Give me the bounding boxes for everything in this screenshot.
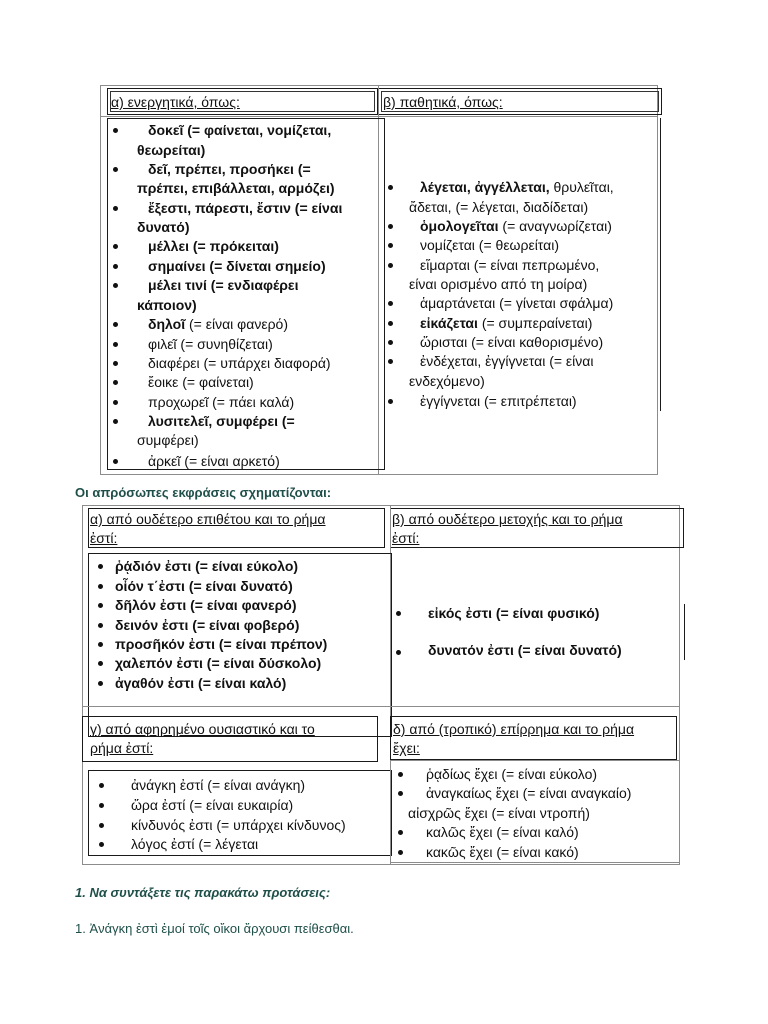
bullet-icon [98,661,103,666]
exercise-title: 1. Να συντάξετε τις παρακάτω προτάσεις: [75,885,331,900]
bullet-icon [113,206,118,211]
passive-header: β) παθητικά, όπως: [383,94,503,110]
meaning: (= αναγνωρίζεται) [498,218,612,234]
bullet-icon [396,650,401,655]
bullet-icon [398,850,403,855]
d-list-item: ἀναγκαίως ἔχει (= είναι αναγκαίο) [426,785,632,801]
bullet-icon [388,321,393,326]
a-list-item: δῆλόν ἐστι (= είναι φανερό) [115,597,297,613]
passive-item-line: ὥρισται (= είναι καθορισμένο) [420,334,604,350]
passive-item-line [420,177,614,197]
active-item-line: θεωρείται) [137,142,206,158]
bullet-icon [388,185,393,190]
c-list-item: λόγος ἐστί (= λέγεται [131,836,259,852]
active-item-line: φιλεῖ (= συνηθίζεται) [148,336,273,352]
meaning: (= συμπεραίνεται) [477,315,593,331]
bullet-icon [398,772,403,777]
passive-item-line: ενδεχόμενο) [409,373,485,389]
bullet-icon [388,263,393,268]
bullet-icon [99,803,104,808]
passive-item-line: ἐνδέχεται, ἐγγίγνεται (= είναι [420,353,594,369]
a-list-item: οἷόν τ΄ἐστι (= είναι δυνατό) [115,578,293,594]
bullet-icon [113,380,118,385]
active-item-line: κάποιον) [137,297,197,313]
active-item-line: ἔοικε (= φαίνεται) [148,374,254,390]
d-list-item: ῥᾳδίως ἔχει (= είναι εύκολο) [426,766,598,782]
a-header-line: ἐστί: [90,530,118,546]
bullet-icon [113,128,118,133]
d-list-item: αἰσχρῶς ἔχει (= είναι ντροπή) [408,805,590,821]
bullet-icon [99,823,104,828]
bullet-icon [388,301,393,306]
bullet-icon [113,459,118,464]
bullet-icon [99,842,104,847]
bullet-icon [113,342,118,347]
active-item-line: προχωρεῖ (= πάει καλά) [148,394,295,410]
active-item-line: ἔξεστι, πάρεστι, ἔστιν (= είναι [148,200,343,216]
bullet-icon [388,399,393,404]
exercise-sentence: 1. Ἀνάγκη ἐστὶ ἐμοί τοῖς οἴκοι ἄρχουσι πείθεσθαι. [75,921,354,936]
active-header: α) ενεργητικά, όπως: [111,94,240,110]
d-header-line: δ) από (τροπικό) επίρρημα και το ρήμα [393,721,635,737]
active-item-line: σημαίνει (= δίνεται σημείο) [148,258,326,274]
meaning: (= είναι φανερό) [185,316,288,332]
c-list-item: ἀνάγκη ἐστί (= είναι ανάγκη) [131,777,306,793]
bullet-icon [388,340,393,345]
bullet-icon [388,243,393,248]
active-item-line: μέλλει (= πρόκειται) [148,238,279,254]
b-list-item: δυνατόν ἐστι (= είναι δυνατό) [428,642,622,658]
a-list-item: ἀγαθόν ἐστι (= είναι καλό) [115,675,287,691]
bullet-icon [398,791,403,796]
bullet-icon [396,611,401,616]
table1-header-divider [100,116,658,117]
passive-item-line: ἁμαρτάνεται (= γίνεται σφάλμα) [420,295,614,311]
term-rest: θρυλεῖται, [549,179,614,195]
passive-item-line [420,216,612,236]
d-header-line: ἔχει: [393,740,420,756]
a-list-item: προσῆκόν ἐστι (= είναι πρέπον) [115,636,328,652]
bullet-icon [113,361,118,366]
a-list-item: δεινόν ἐστι (= είναι φοβερό) [115,617,300,633]
d-list-item: καλῶς ἔχει (= είναι καλό) [426,824,579,840]
section-title: Οι απρόσωπες εκφράσεις σχηματίζονται: [75,485,332,500]
b-list-right-edge [684,604,685,660]
bullet-icon [113,264,118,269]
bullet-icon [113,244,118,249]
active-item-line [148,314,288,334]
bullet-icon [113,419,118,424]
active-item-line: διαφέρει (= υπάρχει διαφορά) [148,355,331,371]
a-list-item: χαλεπόν ἐστι (= είναι δύσκολο) [115,655,322,671]
bullet-icon [398,830,403,835]
b-list-item: εἰκός ἐστι (= είναι φυσικό) [428,605,600,621]
a-list-item: ῥᾴδιόν ἐστι (= είναι εύκολο) [115,558,299,574]
bullet-icon [113,322,118,327]
b-header-line: β) από ουδέτερο μετοχής και το ρήμα [392,511,623,527]
bullet-icon [388,359,393,364]
active-item-line: δοκεῖ (= φαίνεται, νομίζεται, [148,122,332,138]
bullet-icon [98,584,103,589]
passive-item-line: ἐγγίγνεται (= επιτρέπεται) [420,393,577,409]
bullet-icon [98,564,103,569]
bullet-icon [98,642,103,647]
active-item-line: δυνατό) [137,219,190,235]
active-item-line: ἀρκεῖ (= είναι αρκετό) [148,453,280,469]
c-list-item: ὥρα ἐστί (= είναι ευκαιρία) [131,797,294,813]
passive-item-line: ἄδεται, (= λέγεται, διαδίδεται) [409,199,589,215]
bullet-icon [98,603,103,608]
passive-item-line: νομίζεται (= θεωρείται) [420,237,560,253]
c-header-line: ρήμα ἐστί: [90,740,154,756]
term: εἰκάζεται [420,315,478,331]
passive-item-line [420,313,592,333]
active-item-line: λυσιτελεῖ, συμφέρει (= [148,413,295,429]
bullet-icon [113,400,118,405]
d-list-item: κακῶς ἔχει (= είναι κακό) [426,844,579,860]
bullet-icon [98,681,103,686]
a-header-line: α) από ουδέτερο επιθέτου και το ρήμα [90,511,326,527]
bullet-icon [98,623,103,628]
passive-item-line: είναι ορισμένο από τη μοίρα) [409,276,588,292]
bullet-icon [99,783,104,788]
active-item-line: δεῖ, πρέπει, προσήκει (= [148,161,311,177]
bullet-icon [388,224,393,229]
bullet-icon [113,167,118,172]
active-item-line: συμφέρει) [137,432,199,448]
passive-list-right-edge [660,118,661,411]
term: δηλοῖ [148,316,186,332]
term: λέγεται, ἀγγέλλεται, [420,179,550,195]
term: ὁμολογεῖται [420,218,499,234]
active-item-line: μέλει τινί (= ενδιαφέρει [148,277,299,293]
table2-row-divider [82,706,680,707]
passive-item-line: εἵμαρται (= είναι πεπρωμένο, [420,257,600,273]
bullet-icon [113,283,118,288]
active-item-line: πρέπει, επιβάλλεται, αρμόζει) [137,180,335,196]
c-list-item: κίνδυνός ἐστι (= υπάρχει κίνδυνος) [131,817,346,833]
c-header-line: γ) από αφηρημένο ουσιαστικό και το [90,721,315,737]
b-header-line: ἐστί: [392,530,420,546]
